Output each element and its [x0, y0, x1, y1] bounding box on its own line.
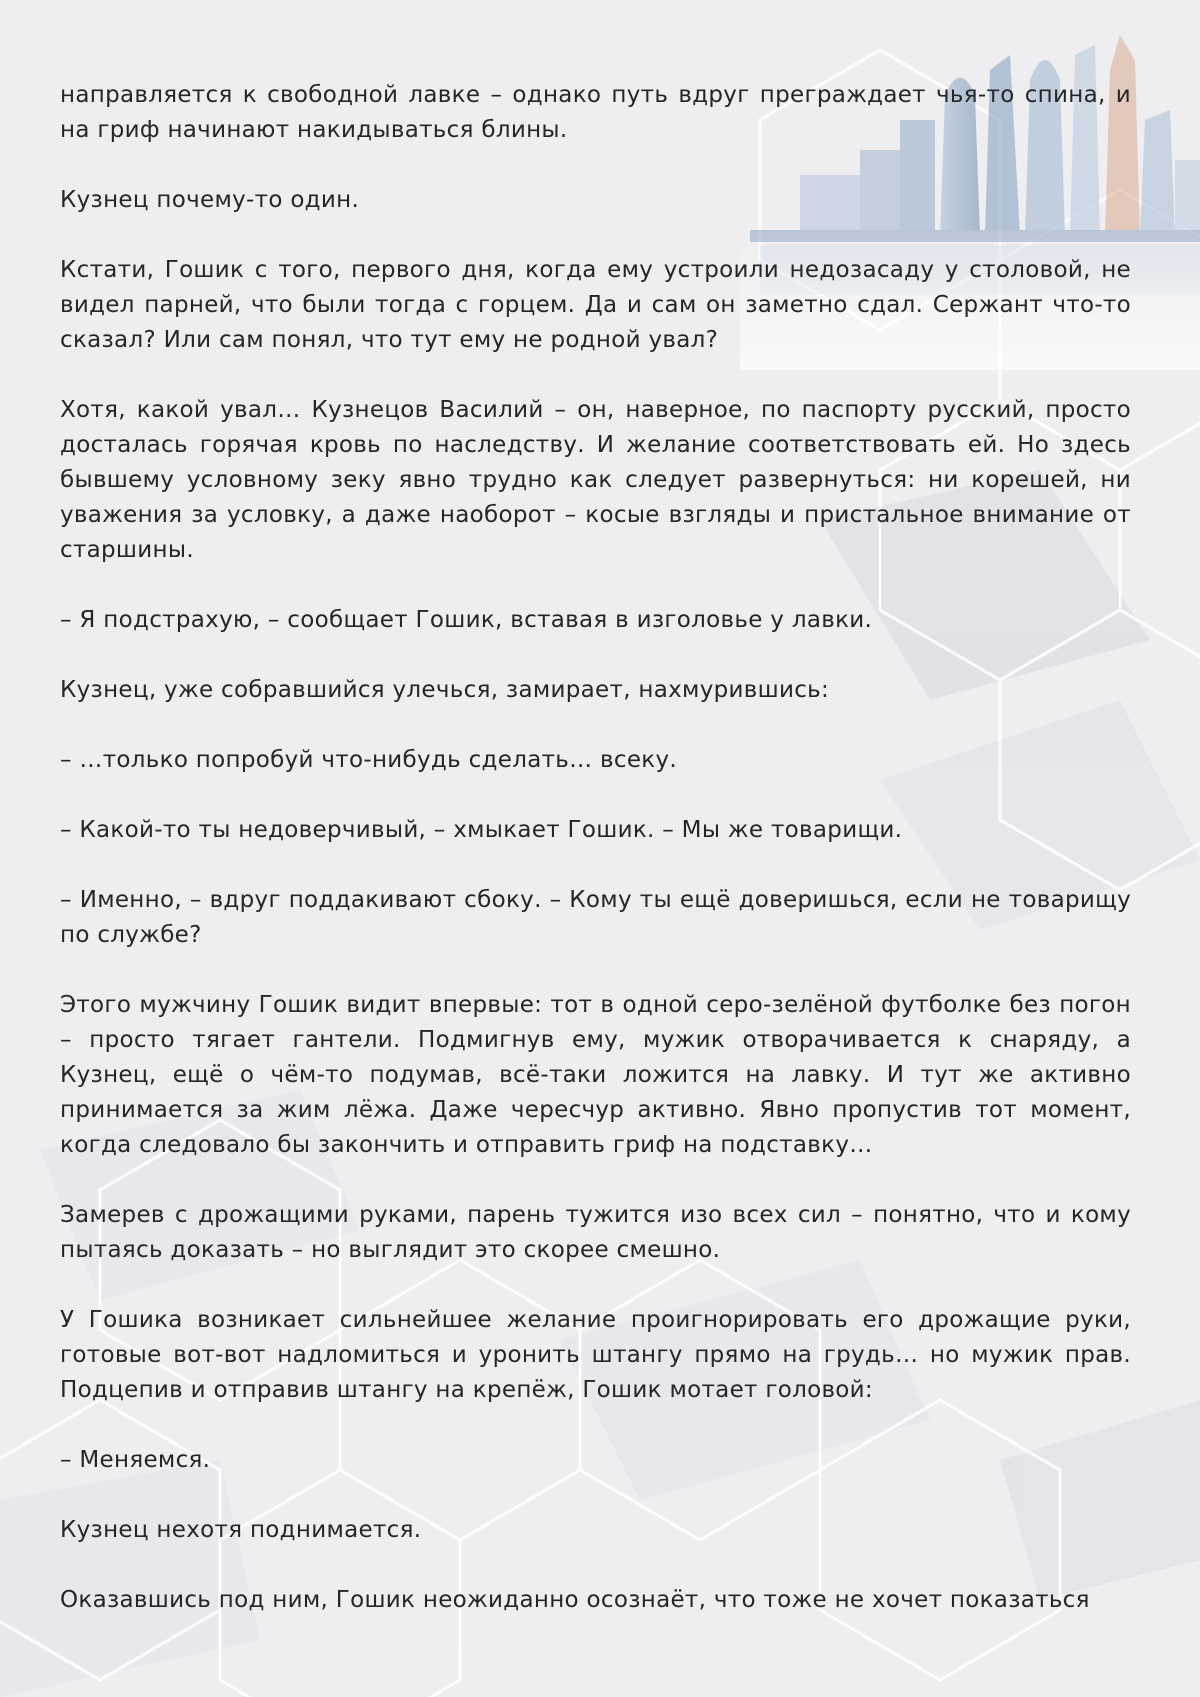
paragraph: направляется к свободной лавке – однако путь вдруг преграждает чья-то спина, и на гриф начинают накидываться блины.	[60, 82, 1131, 143]
paragraph: Этого мужчину Гошик видит впервые: тот в одной серо-зелёной футболке без погон – просто тягает гантели. Подмигнув ему, мужик отворачивается к снаряду, а Кузнец, ещё о чём-то подумав, всё-таки ложится на лавку. И тут же активно принимается за жим лёжа. Даже чересчур активно. Явно пропустив тот момент, когда следовало бы закончить и отправить гриф на подставку…	[60, 992, 1131, 1158]
paragraph: – …только попробуй что-нибудь сделать… всеку.	[60, 747, 678, 773]
paragraph: Хотя, какой увал… Кузнецов Василий – он, наверное, по паспорту русский, просто досталась горячая кровь по наследству. И желание соответствовать ей. Но здесь бывшему условному зеку явно трудно как следует развернуться: ни корешей, ни уважения за условку, а даже наоборот – косые взгляды и пристальное внимание от старшины.	[60, 397, 1131, 563]
paragraph: Кузнец почему-то один.	[60, 187, 360, 213]
paragraph: – Я подстрахую, – сообщает Гошик, вставая в изголовье у лавки.	[60, 607, 873, 633]
paragraph: Кстати, Гошик с того, первого дня, когда ему устроили недозасаду у столовой, не видел парней, что были тогда с горцем. Да и сам он заметно сдал. Сержант что-то сказал? Или сам понял, что тут ему не родной увал?	[60, 257, 1131, 353]
paragraph: Кузнец, уже собравшийся улечься, замирает, нахмурившись:	[60, 677, 830, 703]
paragraph: Оказавшись под ним, Гошик неожиданно осознаёт, что тоже не хочет показаться	[60, 1587, 1090, 1613]
paragraph: – Меняемся.	[60, 1447, 211, 1473]
document-body	[60, 78, 1131, 1653]
paragraph: У Гошика возникает сильнейшее желание проигнорировать его дрожащие руки, готовые вот-вот надломиться и уронить штангу прямо на грудь… но мужик прав. Подцепив и отправив штангу на крепёж, Гошик мотает головой:	[60, 1307, 1131, 1403]
paragraph: – Какой-то ты недоверчивый, – хмыкает Гошик. – Мы же товарищи.	[60, 817, 903, 843]
paragraph: Кузнец нехотя поднимается.	[60, 1517, 422, 1543]
paragraph: Замерев с дрожащими руками, парень тужится изо всех сил – понятно, что и кому пытаясь доказать – но выглядит это скорее смешно.	[60, 1202, 1131, 1263]
paragraph: – Именно, – вдруг поддакивают сбоку. – Кому ты ещё доверишься, если не товарищу по службе?	[60, 887, 1131, 948]
